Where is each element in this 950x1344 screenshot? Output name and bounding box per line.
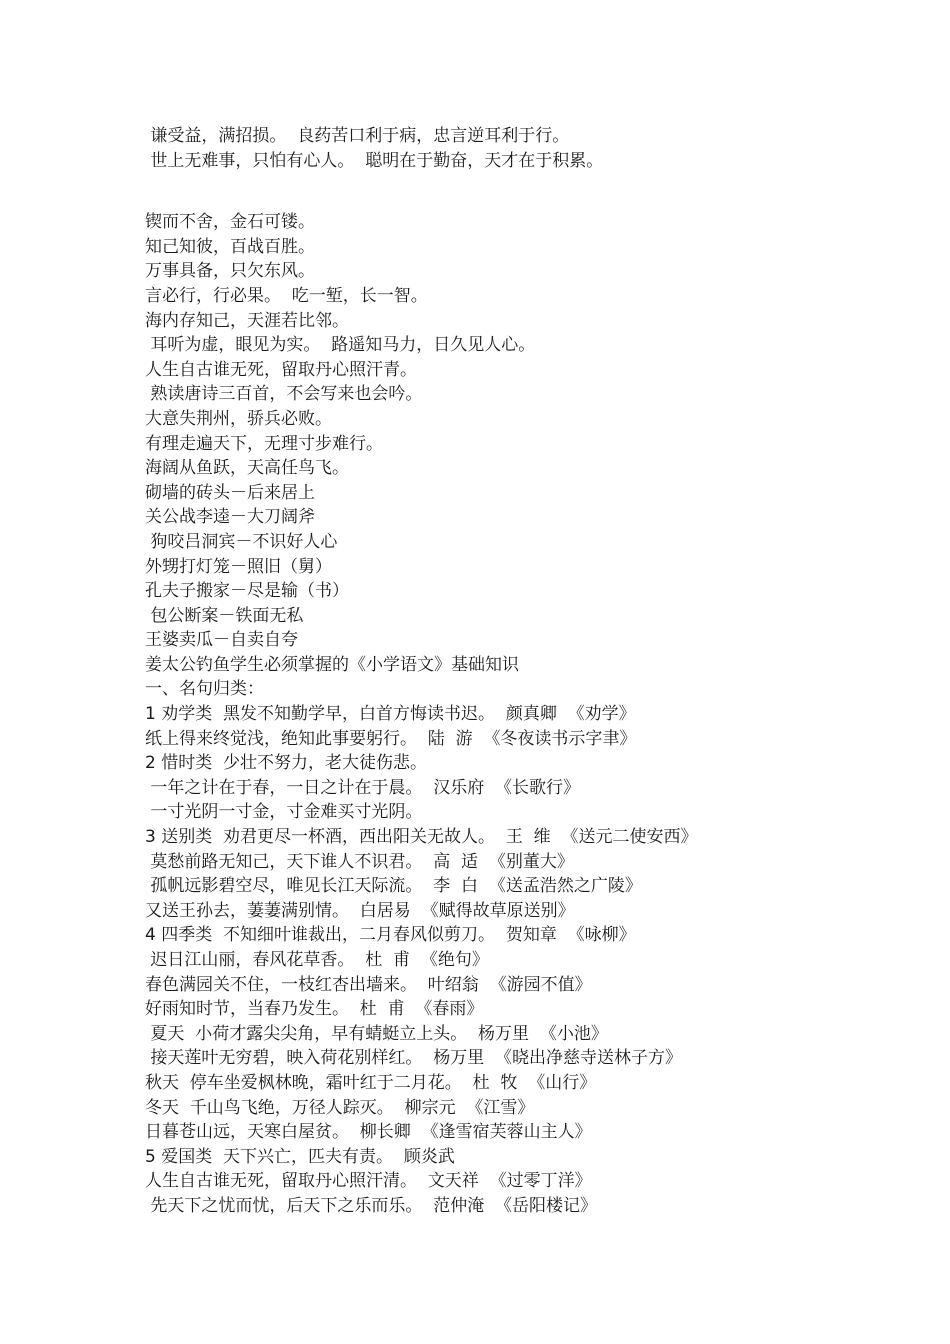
text-line: 1 劝学类 黑发不知勤学早，白首方悔读书迟。 颜真卿 《劝学》 — [145, 704, 636, 725]
text-line: 5 爱国类 天下兴亡，匹夫有责。 顾炎武 — [145, 1146, 455, 1167]
text-line: 秋天 停车坐爱枫林晚，霜叶红于二月花。 杜 牧 《山行》 — [145, 1072, 597, 1093]
text-line: 先天下之忧而忧，后天下之乐而乐。 范仲淹 《岳阳楼记》 — [145, 1195, 598, 1216]
text-line: 冬天 千山鸟飞绝，万径人踪灭。 柳宗元 《江雪》 — [145, 1097, 535, 1118]
text-column — [145, 124, 925, 1219]
text-line: 日暮苍山远，天寒白屋贫。 柳长卿 《逢雪宿芙蓉山主人》 — [145, 1122, 592, 1143]
text-line: 大意失荆州，骄兵必败。 — [145, 408, 332, 429]
paragraph-gap — [145, 173, 925, 210]
text-line: 万事具备，只欠东风。 — [145, 261, 315, 282]
text-line: 姜太公钓鱼学生必须掌握的《小学语文》基础知识 — [145, 654, 519, 675]
text-line: 熟读唐诗三百首，不会写来也会吟。 — [145, 384, 423, 405]
text-line: 狗咬吕洞宾－不识好人心 — [145, 531, 338, 552]
text-line: 纸上得来终觉浅，绝知此事要躬行。 陆 游 《冬夜读书示字聿》 — [145, 728, 637, 749]
text-line: 孤帆远影碧空尽，唯见长江天际流。 李 白 《送孟浩然之广陵》 — [145, 876, 642, 897]
text-line: 一、名句归类： — [145, 679, 264, 700]
text-line: 知己知彼，百战百胜。 — [145, 236, 315, 257]
text-line: 海内存知己，天涯若比邻。 — [145, 310, 349, 331]
text-line: 人生自古谁无死，留取丹心照汗清。 文天祥 《过零丁洋》 — [145, 1171, 592, 1192]
text-line: 春色满园关不住，一枝红杏出墙来。 叶绍翁 《游园不值》 — [145, 974, 592, 995]
text-line: 人生自古谁无死，留取丹心照汗青。 — [145, 359, 417, 380]
text-line: 言必行，行必果。 吃一堑，长一智。 — [145, 285, 428, 306]
text-line: 谦受益，满招损。 良药苦口利于病，忠言逆耳利于行。 — [145, 126, 570, 146]
text-line: 莫愁前路无知己，天下谁人不识君。 高 适 《别董大》 — [145, 851, 574, 872]
text-line: 砌墙的砖头－后来居上 — [145, 482, 315, 503]
text-line: 锲而不舍，金石可镂。 — [145, 212, 315, 233]
text-line: 外甥打灯笼－照旧（舅） — [145, 556, 332, 577]
text-line: 3 送别类 劝君更尽一杯酒，西出阳关无故人。 王 维 《送元二使安西》 — [145, 827, 698, 848]
text-line: 孔夫子搬家－尽是输（书） — [145, 581, 349, 602]
text-line: 有理走遍天下，无理寸步难行。 — [145, 433, 383, 454]
text-line: 世上无难事，只怕有心人。 聪明在于勤奋，天才在于积累。 — [145, 150, 604, 171]
body-lines — [145, 210, 925, 1218]
text-line: 又送王孙去，萋萋满别情。 白居易 《赋得故草原送别》 — [145, 900, 575, 921]
text-line: 耳听为虚，眼见为实。 路遥知马力，日久见人心。 — [145, 335, 536, 356]
text-line: 一年之计在于春，一日之计在于晨。 汉乐府 《长歌行》 — [145, 777, 581, 798]
text-line: 2 惜时类 少壮不努力，老大徒伤悲。 — [145, 753, 428, 774]
text-line: 夏天 小荷才露尖尖角，早有蜻蜓立上头。 杨万里 《小池》 — [145, 1023, 608, 1044]
text-line: 一寸光阴一寸金，寸金难买寸光阴。 — [145, 802, 423, 823]
text-line: 接天莲叶无穷碧，映入荷花别样红。 杨万里 《晓出净慈寺送林子方》 — [145, 1048, 683, 1069]
text-line: 4 四季类 不知细叶谁裁出，二月春风似剪刀。 贺知章 《咏柳》 — [145, 925, 636, 946]
text-line: 迟日江山丽，春风花草香。 杜 甫 《绝句》 — [145, 950, 489, 970]
text-line: 关公战李逵－大刀阔斧 — [145, 507, 315, 528]
text-line: 好雨知时节，当春乃发生。 杜 甫 《春雨》 — [145, 999, 484, 1020]
text-line: 包公断案－铁面无私 — [145, 605, 304, 626]
text-line: 王婆卖瓜－自卖自夸 — [145, 630, 298, 651]
text-line: 海阔从鱼跃，天高任鸟飞。 — [145, 458, 349, 479]
